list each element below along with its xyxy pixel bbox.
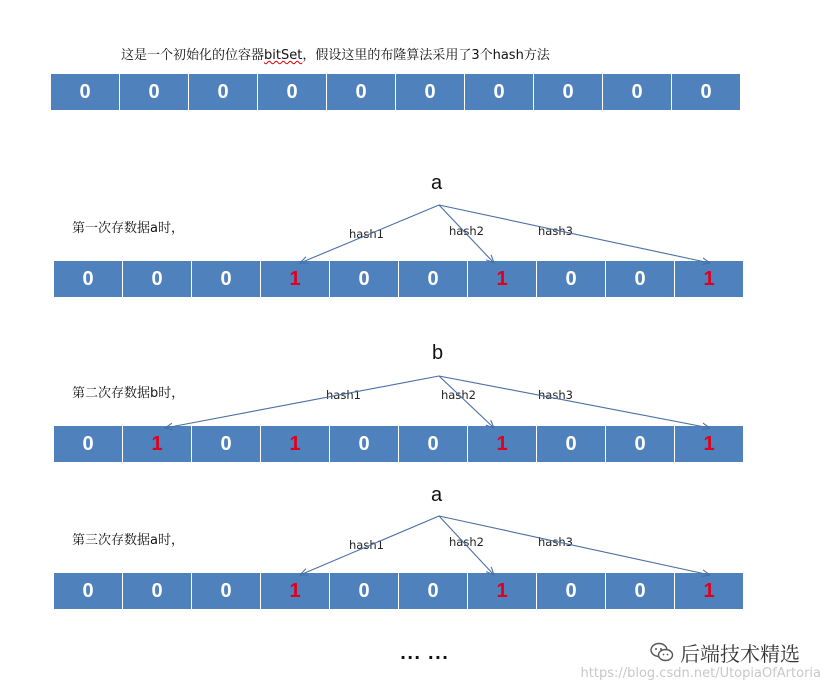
watermark: https://blog.csdn.net/UtopiaOfArtoria [580, 666, 821, 681]
step-2-bit-0: 0 [54, 426, 122, 462]
step-3-bit-1: 0 [123, 573, 191, 609]
step-2-bit-9: 1 [675, 426, 743, 462]
step-2-key: b [432, 342, 444, 364]
initial-bit-6: 0 [465, 74, 533, 110]
step-1-hash2: hash2 [449, 224, 484, 238]
step-2-arrow-hash1 [165, 376, 439, 428]
initial-bit-1: 0 [120, 74, 188, 110]
continuation-ellipsis: ... ... [400, 644, 450, 663]
step-3-bit-9: 1 [675, 573, 743, 609]
initial-bit-5: 0 [396, 74, 464, 110]
step-2-bit-2: 0 [192, 426, 260, 462]
brand [650, 638, 800, 667]
bitset-step-3 [54, 573, 743, 609]
bitset-step-1 [54, 261, 743, 297]
step-3-bit-0: 0 [54, 573, 122, 609]
step-3-bit-8: 0 [606, 573, 674, 609]
initial-bit-4: 0 [327, 74, 395, 110]
step-1-bit-9: 1 [675, 261, 743, 297]
step-2-bit-1: 1 [123, 426, 191, 462]
step-3-hash2: hash2 [449, 535, 484, 549]
step-2-bit-8: 0 [606, 426, 674, 462]
step-3-hash1: hash1 [349, 538, 384, 552]
step-1-bit-1: 0 [123, 261, 191, 297]
step-2-bit-3: 1 [261, 426, 329, 462]
initial-bit-7: 0 [534, 74, 602, 110]
step-1-hash3: hash3 [538, 224, 573, 238]
step-3-bit-7: 0 [537, 573, 605, 609]
step-1-bit-7: 0 [537, 261, 605, 297]
step-1-bit-2: 0 [192, 261, 260, 297]
initial-bit-0: 0 [51, 74, 119, 110]
step-1-bit-6: 1 [468, 261, 536, 297]
step-2-hash2: hash2 [441, 388, 476, 402]
initial-bit-9: 0 [672, 74, 740, 110]
step-1-bit-3: 1 [261, 261, 329, 297]
step-1-hash1: hash1 [349, 227, 384, 241]
step-3-bit-6: 1 [468, 573, 536, 609]
initial-bit-8: 0 [603, 74, 671, 110]
step-3-hash3: hash3 [538, 535, 573, 549]
step-2-bit-4: 0 [330, 426, 398, 462]
step-1-bit-4: 0 [330, 261, 398, 297]
bitset-step-2 [54, 426, 743, 462]
step-2-bit-7: 0 [537, 426, 605, 462]
step-1-key: a [431, 172, 443, 194]
step-2-hash3: hash3 [538, 388, 573, 402]
wechat-icon [650, 642, 674, 664]
step-1-bit-8: 0 [606, 261, 674, 297]
step-1-bit-5: 0 [399, 261, 467, 297]
initial-bit-2: 0 [189, 74, 257, 110]
brand-name: 后端技术精选 [680, 642, 800, 666]
step-2-label: 第二次存数据b时， [72, 386, 185, 401]
step-2-arrow-hash2 [439, 376, 494, 428]
diagram-title: 这是一个初始化的位容器bitSet，假设这里的布隆算法采用了3个hash方法 [121, 48, 550, 63]
bitset-initial [51, 74, 740, 110]
step-1-bit-0: 0 [54, 261, 122, 297]
step-3-bit-3: 1 [261, 573, 329, 609]
step-2-bit-5: 0 [399, 426, 467, 462]
step-1-label: 第一次存数据a时， [72, 221, 184, 236]
step-2-hash1: hash1 [326, 388, 361, 402]
step-3-bit-4: 0 [330, 573, 398, 609]
step-2-bit-6: 1 [468, 426, 536, 462]
step-2-arrow-hash3 [439, 376, 710, 428]
step-3-key: a [431, 484, 443, 506]
step-3-bit-5: 0 [399, 573, 467, 609]
step-3-bit-2: 0 [192, 573, 260, 609]
step-3-label: 第三次存数据a时， [72, 533, 184, 548]
initial-bit-3: 0 [258, 74, 326, 110]
